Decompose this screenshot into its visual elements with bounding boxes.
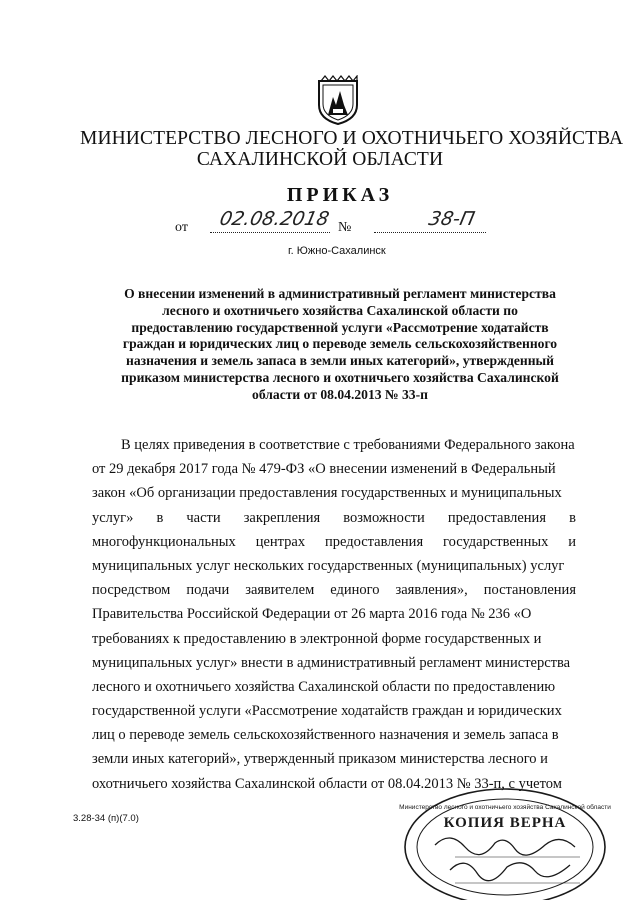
body-word: многофункциональных — [92, 533, 236, 550]
body-word: постановления — [483, 582, 576, 599]
subject-line: О внесении изменений в административный регламент министерства — [124, 286, 556, 301]
body-line-justified — [92, 578, 576, 602]
stamp-org-text: Министерство лесного и охотничьего хозяйства Сахалинской области — [399, 804, 611, 811]
body-line: закон «Об организации предоставления государственных и муниципальных — [92, 485, 562, 502]
body-word: части — [186, 509, 221, 526]
number-label: № — [338, 220, 352, 235]
body-line-justified — [92, 530, 576, 554]
handwritten-date: 02.08.2018 — [217, 208, 332, 230]
body-word: государственных — [443, 533, 549, 550]
body-line: лесного и охотничьего хозяйства Сахалинской области по предоставлению — [92, 678, 556, 695]
body-line: государственной услуги «Рассмотрение ходатайств граждан и юридических — [92, 703, 562, 720]
order-body — [92, 433, 576, 796]
body-line-justified — [92, 506, 576, 530]
body-line: муниципальных услуг» внести в административный регламент министерства — [92, 654, 571, 671]
date-label: от — [175, 220, 188, 235]
body-word: предоставления — [324, 533, 424, 550]
body-line: лиц о переводе земель сельскохозяйственного назначения и земель запаса в — [92, 727, 559, 744]
body-word: возможности — [343, 509, 425, 526]
body-word: заявления», — [395, 582, 468, 599]
copy-certified-stamp — [395, 775, 615, 900]
subject-line: назначения и земель запаса в земли иных категорий», утвержденный — [126, 353, 554, 369]
body-line: муниципальных услуг нескольких государственных (муниципальных) услуг — [92, 557, 565, 574]
body-line: В целях приведения в соответствие с требованиями Федерального закона — [121, 437, 575, 453]
body-line: Правительства Российской Федерации от 26 марта 2016 года № 236 «О — [92, 606, 532, 623]
subject-line: области от 08.04.2013 № 33-п — [252, 386, 428, 402]
body-word: закрепления — [243, 509, 321, 526]
document-code: 3.28-34 (п)(7.0) — [73, 813, 139, 824]
subject-line: граждан и юридических лиц о переводе земель сельскохозяйственного — [122, 336, 558, 352]
ministry-line-1: МИНИСТЕРСТВО ЛЕСНОГО И ОХОТНИЧЬЕГО ХОЗЯЙСТВА — [80, 128, 624, 149]
date-underline — [210, 232, 330, 233]
body-word: единого — [330, 582, 380, 599]
body-word: и — [568, 533, 576, 550]
body-word: в — [156, 509, 164, 526]
coat-of-arms-emblem — [315, 75, 361, 125]
order-subject — [96, 286, 584, 404]
body-word: посредством — [92, 582, 171, 599]
body-word: в — [569, 509, 576, 526]
body-line: от 29 декабря 2017 года № 479-ФЗ «О внесении изменений в Федеральный — [92, 461, 556, 478]
ministry-line-2: САХАЛИНСКОЙ ОБЛАСТИ — [196, 149, 444, 170]
handwritten-number: 38-П — [426, 208, 477, 230]
subject-line: приказом министерства лесного и охотничьего хозяйства Сахалинской — [121, 369, 559, 385]
body-word: предоставления — [447, 509, 546, 526]
number-underline — [374, 232, 486, 233]
city-label: г. Южно-Сахалинск — [288, 245, 386, 257]
subject-line: предоставлению государственной услуги «Рассмотрение ходатайств — [131, 319, 549, 335]
subject-line: лесного и охотничьего хозяйства Сахалинской области по — [162, 302, 518, 318]
body-word: подачи — [186, 582, 230, 599]
document-type: ПРИКАЗ — [286, 184, 394, 206]
body-word: заявителем — [245, 582, 315, 599]
body-line: земли иных категорий», утвержденный приказом министерства лесного и — [92, 751, 548, 768]
body-word: центрах — [255, 533, 306, 550]
body-line: охотничьего хозяйства Сахалинской области от 08.04.2013 № 33-п, с учетом — [92, 775, 562, 792]
stamp-title: КОПИЯ ВЕРНА — [443, 815, 567, 831]
body-word: услуг» — [92, 509, 134, 526]
date-number-row — [158, 208, 578, 238]
body-line: требованиях к предоставлению в электронной форме государственных и — [92, 630, 542, 647]
ministry-name — [80, 128, 624, 170]
